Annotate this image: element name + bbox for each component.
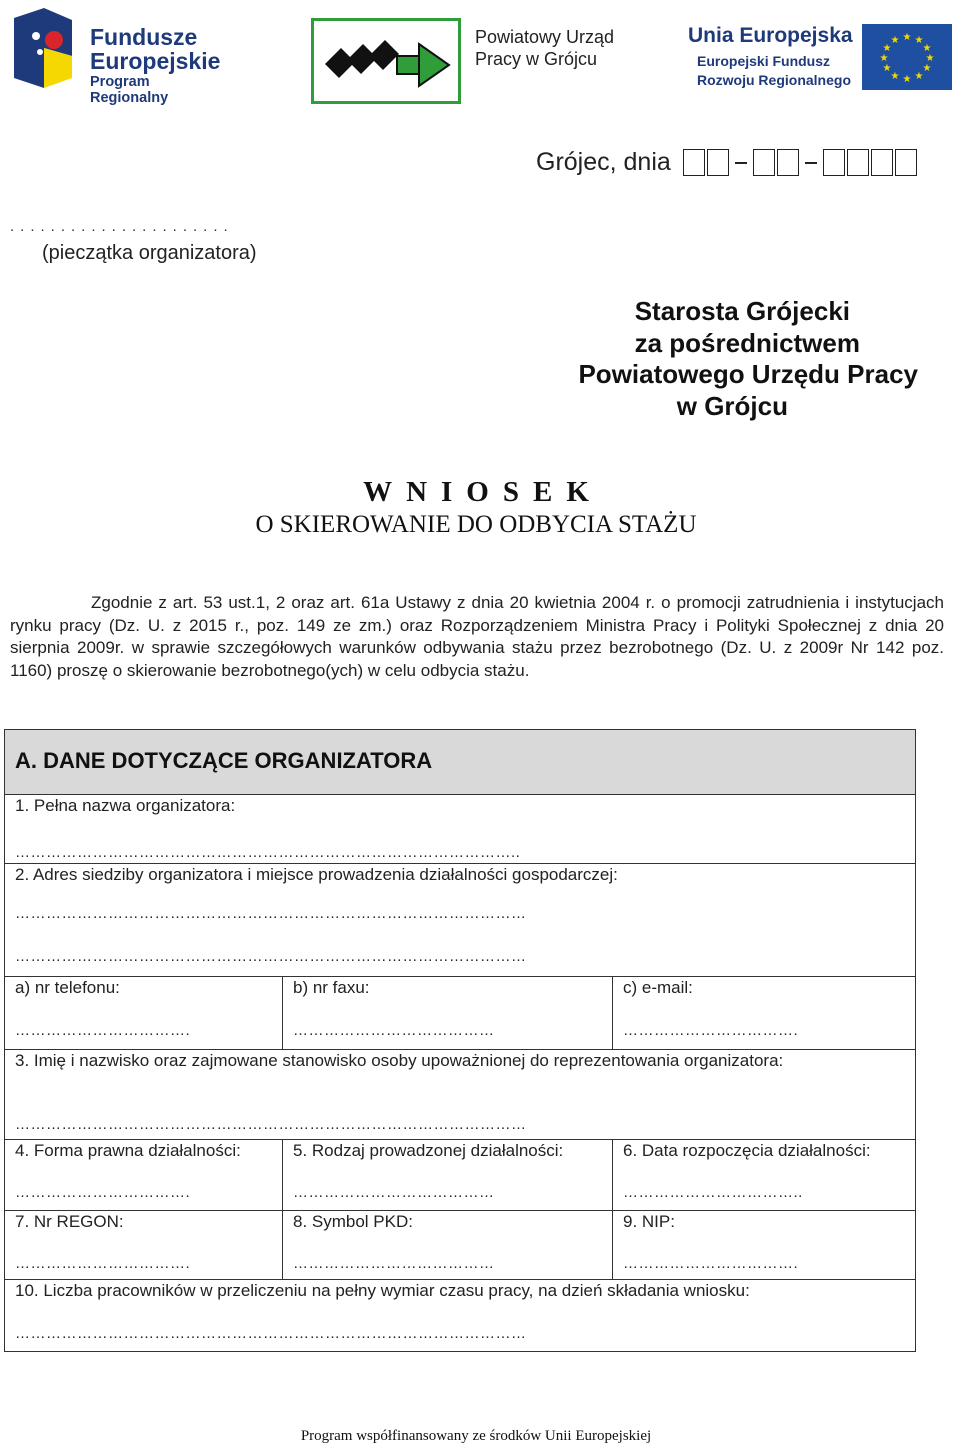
svg-text:★: ★ — [882, 43, 892, 54]
pup-name — [475, 26, 614, 70]
stamp-label: (pieczątka organizatora) — [42, 242, 257, 264]
date-year-box-3[interactable] — [871, 149, 893, 176]
svg-text:★: ★ — [879, 53, 889, 64]
date-line — [536, 148, 919, 177]
svg-text:★: ★ — [914, 35, 924, 46]
field-full-name[interactable] — [5, 794, 915, 863]
field-address[interactable] — [5, 863, 915, 976]
field-start-date-label: 6. Data rozpoczęcia działalności: — [623, 1141, 871, 1160]
field-start-date[interactable] — [612, 1140, 915, 1210]
organizer-form — [4, 729, 916, 1352]
field-representative[interactable] — [5, 1049, 915, 1139]
field-representative-label: 3. Imię i nazwisko oraz zajmowane stanowisko osoby upoważnionej do reprezentowania organizatora: — [15, 1051, 784, 1070]
business-row — [5, 1139, 915, 1210]
field-nip[interactable] — [612, 1211, 915, 1279]
field-legal-form-dots[interactable]: ……………………………. — [15, 1184, 191, 1201]
field-regon-label: 7. Nr REGON: — [15, 1212, 124, 1231]
section-a-header: A. DANE DOTYCZĄCE ORGANIZATORA — [5, 730, 915, 794]
field-full-name-label: 1. Pełna nazwa organizatora: — [15, 796, 236, 815]
field-email[interactable] — [612, 977, 915, 1049]
addressee-line1: Starosta Grójecki — [634, 296, 850, 326]
field-pkd[interactable] — [282, 1211, 612, 1279]
field-legal-form-label: 4. Forma prawna działalności: — [15, 1141, 241, 1160]
field-start-date-dots[interactable]: …………………………….. — [623, 1184, 803, 1201]
svg-text:★: ★ — [914, 71, 924, 82]
addressee-line4: w Grójcu — [676, 390, 788, 421]
date-month-box-2[interactable] — [777, 149, 799, 176]
field-email-dots[interactable]: ……………………………. — [623, 1022, 799, 1039]
date-prefix: Grójec, dnia — [536, 148, 671, 176]
date-boxes[interactable] — [683, 149, 919, 176]
unia-europejska-logo — [688, 22, 950, 90]
fe-logo-line3: Program Regionalny — [90, 74, 169, 106]
field-fax-label: b) nr faxu: — [293, 978, 370, 997]
ue-logo-line2a: Europejski Fundusz — [697, 53, 831, 69]
field-pkd-dots[interactable]: ………………………………… — [293, 1255, 495, 1272]
fe-logo-line2: Europejskie — [90, 48, 221, 74]
title-line2: O SKIEROWANIE DO ODBYCIA STAŻU — [255, 511, 697, 538]
svg-text:★: ★ — [902, 74, 912, 85]
field-activity-type-dots[interactable]: ………………………………… — [293, 1184, 495, 1201]
addressee-block — [530, 296, 918, 422]
field-fax-dots[interactable]: ………………………………… — [293, 1022, 495, 1039]
svg-text:★: ★ — [922, 43, 932, 54]
fe-flag-icon — [14, 8, 72, 88]
field-full-name-dots[interactable]: …………………………………………………………………………………….. — [15, 844, 521, 861]
stamp-dots[interactable]: ...................... — [10, 218, 234, 235]
field-employees-label: 10. Liczba pracowników w przeliczeniu na pełny wymiar czasu pracy, na dzień składania wniosku: — [15, 1281, 750, 1300]
date-separator — [735, 162, 747, 164]
svg-text:★: ★ — [902, 32, 912, 43]
svg-text:★: ★ — [922, 63, 932, 74]
field-address-dots-1[interactable]: ……………………………………………………………………………………… — [15, 905, 527, 922]
field-activity-type[interactable] — [282, 1140, 612, 1210]
svg-text:★: ★ — [890, 71, 900, 82]
field-address-label: 2. Adres siedziby organizatora i miejsce prowadzenia działalności gospodarczej: — [15, 865, 618, 884]
field-phone[interactable] — [5, 977, 282, 1049]
title-line1: WNIOSEK — [363, 476, 603, 508]
field-pkd-label: 8. Symbol PKD: — [293, 1212, 413, 1231]
field-nip-label: 9. NIP: — [623, 1212, 675, 1231]
date-year-box-4[interactable] — [895, 149, 917, 176]
field-representative-dots[interactable]: ……………………………………………………………………………………… — [15, 1116, 527, 1133]
svg-text:★: ★ — [925, 53, 935, 64]
svg-text:★: ★ — [890, 35, 900, 46]
field-employees[interactable] — [5, 1279, 915, 1351]
document-title — [0, 476, 952, 539]
field-activity-type-label: 5. Rodzaj prowadzonej działalności: — [293, 1141, 564, 1160]
date-day-box-1[interactable] — [683, 149, 705, 176]
field-fax[interactable] — [282, 977, 612, 1049]
ids-row — [5, 1210, 915, 1279]
pup-name-line2: Pracy w Grójcu — [475, 49, 598, 69]
date-day-box-2[interactable] — [707, 149, 729, 176]
eu-flag-icon — [862, 24, 952, 90]
ue-logo-line2b: Rozwoju Regionalnego — [697, 72, 851, 88]
fundusze-europejskie-logo — [14, 8, 224, 106]
date-separator — [805, 162, 817, 164]
ue-logo-line2 — [697, 52, 851, 90]
intro-paragraph: Zgodnie z art. 53 ust.1, 2 oraz art. 61a Ustawy z dnia 20 kwietnia 2004 r. o promocji zatrudnienia i instytucjach rynku pracy (Dz. U. z 2015 r., poz. 149 ze zm.) oraz Rozporządzeniem Ministra Pracy i Polityki Społecznej z dnia 20 sierpnia 2009r. w sprawie szczegółowych warunków odbywania stażu przez bezrobotnego (Dz. U. z 2009r Nr 142 poz. 1160) proszę o skierowanie bezrobotnego(ych) w celu odbycia stażu. — [10, 593, 944, 680]
field-regon-dots[interactable]: ……………………………. — [15, 1255, 191, 1272]
field-email-label: c) e-mail: — [623, 978, 693, 997]
field-employees-dots[interactable]: ……………………………………………………………………………………… — [15, 1325, 527, 1342]
addressee-line3: Powiatowego Urzędu Pracy — [578, 359, 918, 389]
date-year-box-1[interactable] — [823, 149, 845, 176]
fe-logo-line1: Fundusze — [90, 24, 198, 50]
field-regon[interactable] — [5, 1211, 282, 1279]
pup-name-line1: Powiatowy Urząd — [475, 27, 615, 47]
field-phone-dots[interactable]: ……………………………. — [15, 1022, 191, 1039]
addressee-line2: za pośrednictwem — [634, 327, 860, 358]
field-nip-dots[interactable]: ……………………………. — [623, 1255, 799, 1272]
date-year-box-2[interactable] — [847, 149, 869, 176]
field-legal-form[interactable] — [5, 1140, 282, 1210]
footer-note: Program współfinansowany ze środków Unii Europejskiej — [300, 1428, 652, 1444]
field-address-dots-2[interactable]: ……………………………………………………………………………………… — [15, 948, 527, 965]
contact-row — [5, 976, 915, 1049]
pup-logo-icon — [311, 18, 461, 104]
field-phone-label: a) nr telefonu: — [15, 978, 120, 997]
ue-logo-line1: Unia Europejska — [688, 24, 853, 47]
svg-text:★: ★ — [882, 63, 892, 74]
date-month-box-1[interactable] — [753, 149, 775, 176]
